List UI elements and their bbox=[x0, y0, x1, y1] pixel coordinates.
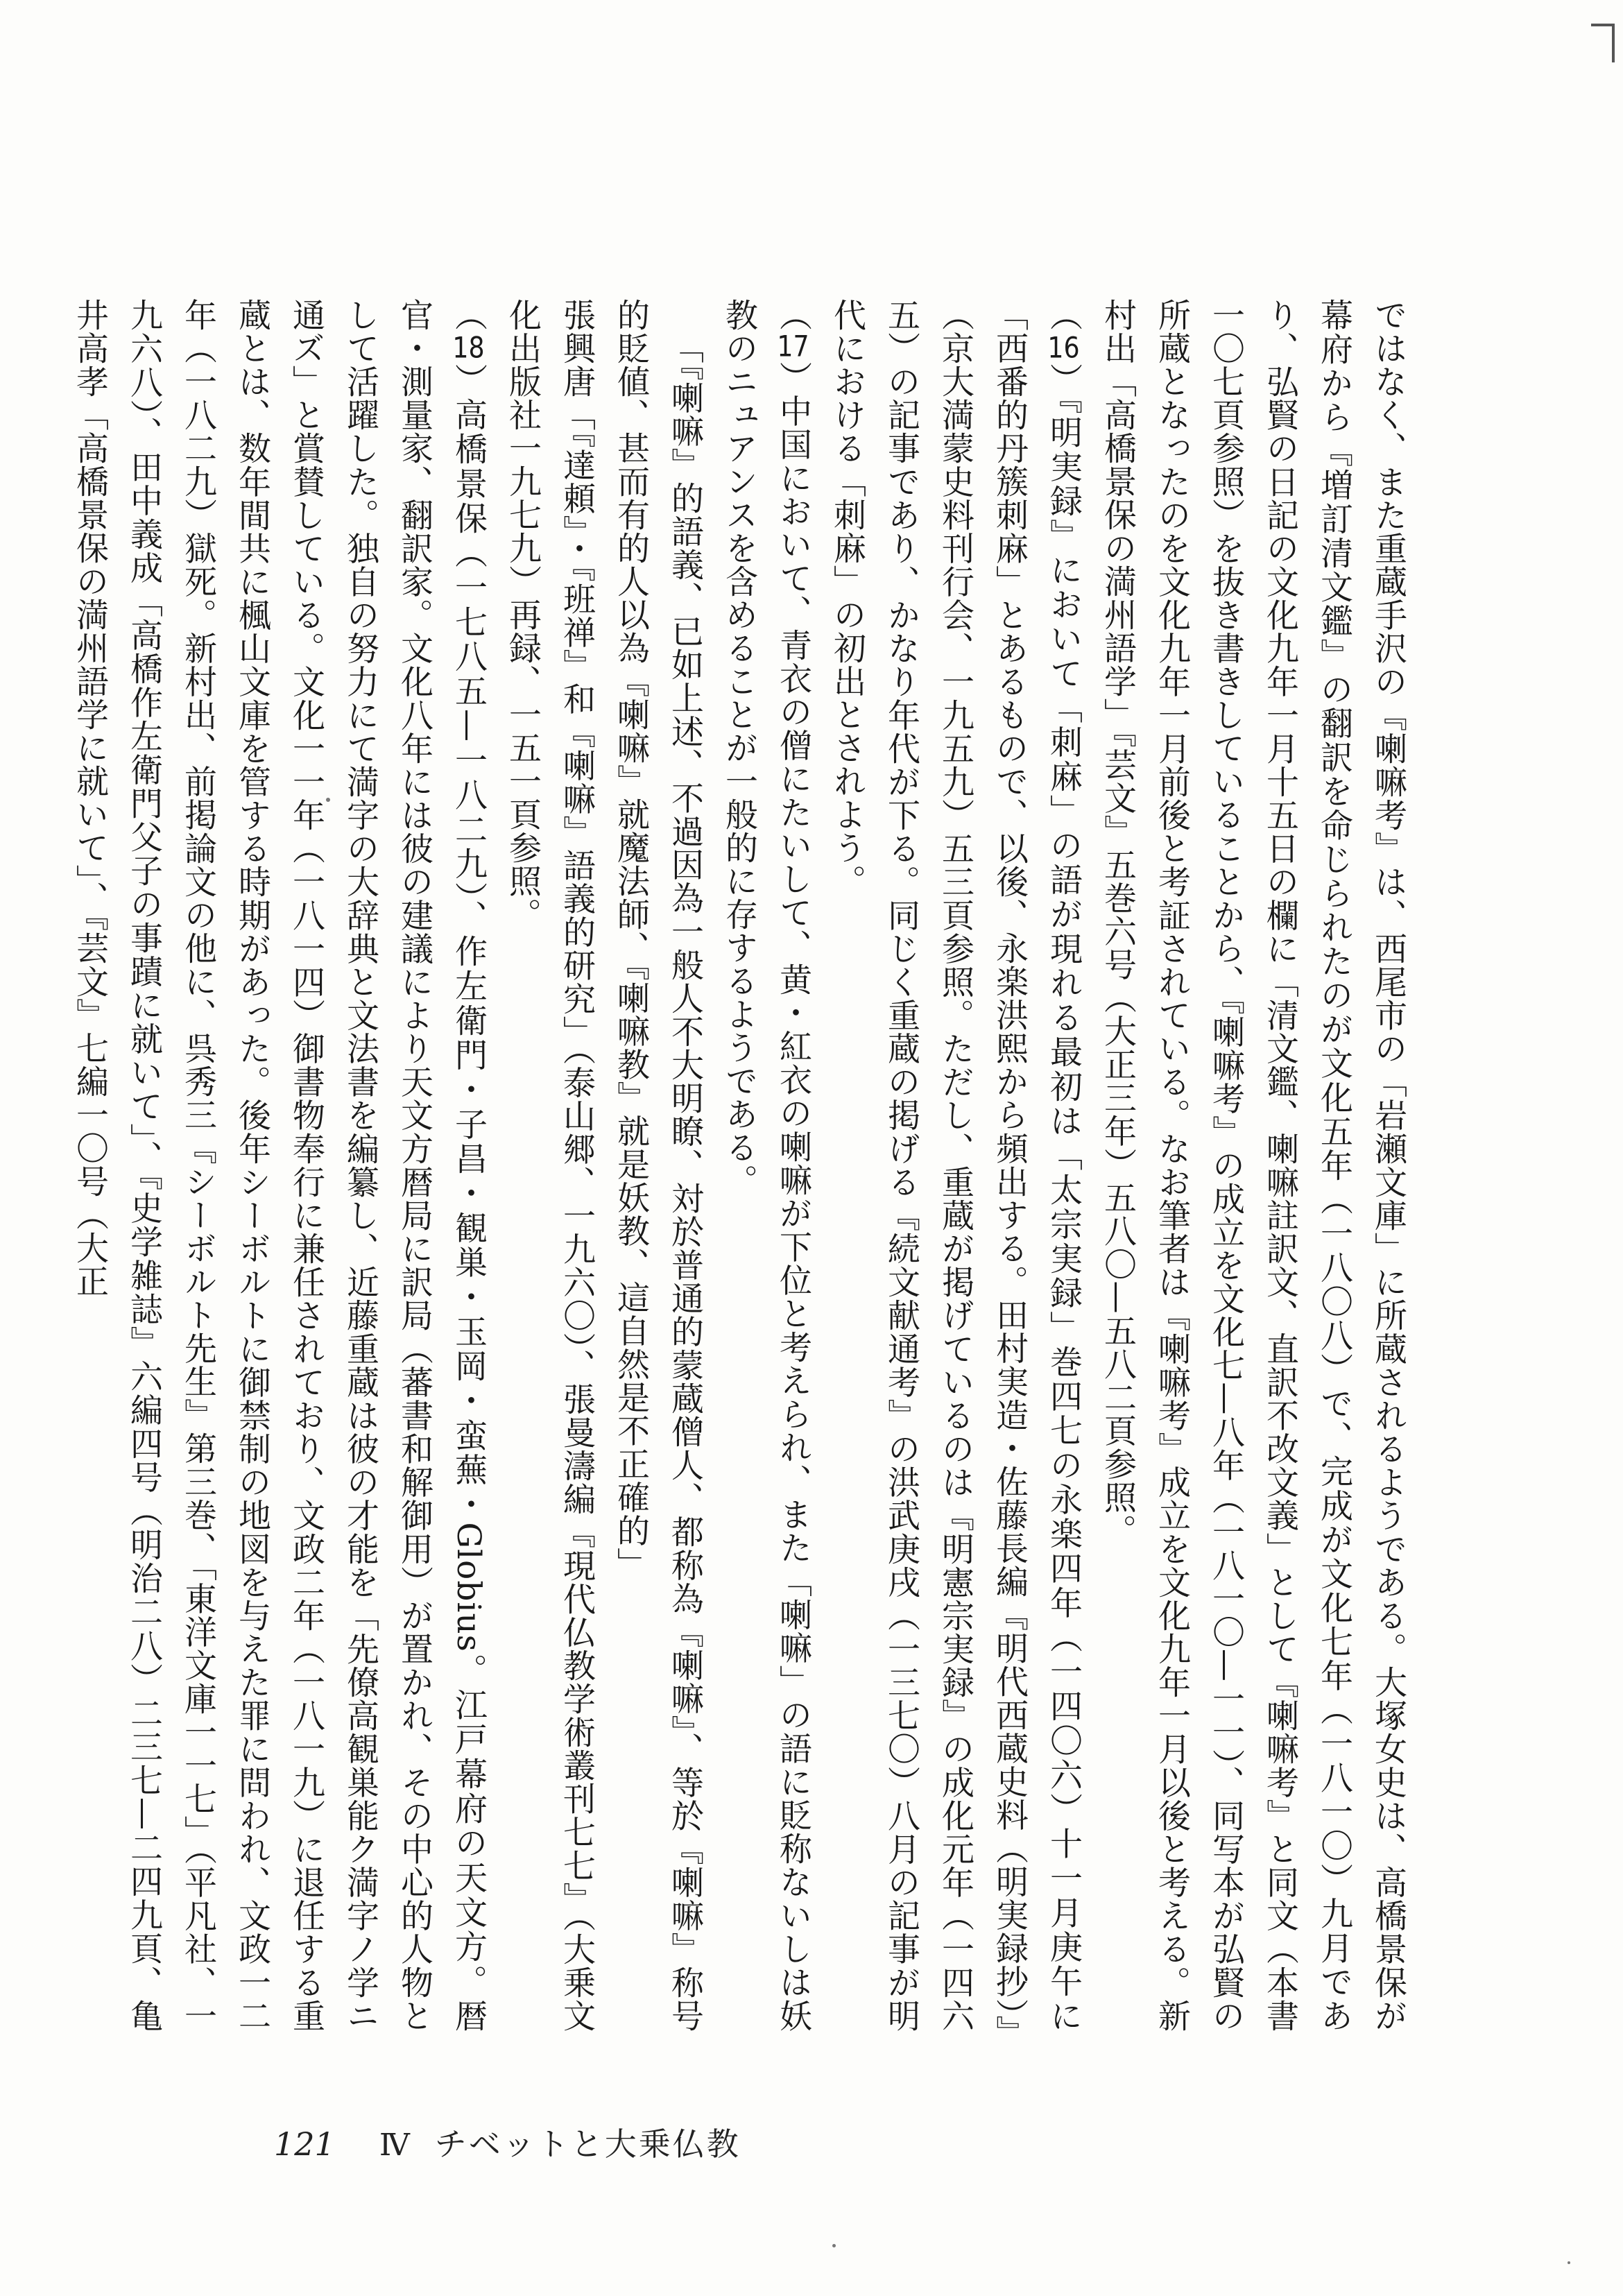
paragraph-continuation bbox=[1090, 298, 1415, 2032]
scan-speck bbox=[326, 798, 330, 802]
section-title: チベットと大乗仏教 bbox=[434, 2125, 741, 2163]
citation-text: 張興唐「『達頼』・『班禅』和『喇嘛』語義的研究」（泰山郷、一九六〇）、張曼濤編『現代仏教学術叢刊七七』（大乗文化出版社一九七九）再録、一五一頁参照。 bbox=[504, 298, 596, 2032]
note-text: 高橋景保（一七八五—一八二九）、作左衛門・子昌・観巣・玉岡・蛮蕪・Globius。江戸幕府の天文方。暦官・測量家、翻訳家。文化八年には彼の建議により天文方暦局に訳局（蕃書和解御用）が置かれ、その中心的人物として活躍した。独自の努力にて満字の大辞典と文法書を編纂し、近藤重蔵は彼の才能を「先僚高観巣能ク満字ノ学ニ通ズ」と賞賛している。文化一一年（一八一四）御書物奉行に兼任されており、文政二年（一八一九）に退任する重蔵とは、数年間共に楓山文庫を管する時期があった。後年シーボルトに御禁制の地図を与えた罪に問われ、文政一二年（一八二九）獄死。新村出、前掲論文の他に、呉秀三『シーボルト先生』第三巻、「東洋文庫一一七」（平凡社、一九六八）、田中義成「高橋作左衛門父子の事蹟に就いて」、『史学雑誌』六編四号（明治二八）二三七—二四九頁、亀井高孝「高橋景保の満州語学に就いて」、『芸文』七編一〇号（大正 bbox=[71, 298, 488, 2033]
scan-corner-mark bbox=[1591, 24, 1615, 62]
quote-text: 「『喇嘛』的語義、已如上述、不過因為一般人不大明瞭、対於普通的蒙蔵僧人、都称為『喇嘛』、等於『喇嘛』称号的貶値、甚而有的人以為『喇嘛』就魔法師、『喇嘛教』就是妖教、這自然是不正確的」 bbox=[612, 298, 704, 2032]
scan-speck bbox=[832, 2244, 836, 2247]
citation-paragraph bbox=[495, 298, 603, 2032]
quoted-passage bbox=[603, 298, 712, 2032]
paragraph-text: ではなく、また重蔵手沢の『喇嘛考』は、西尾市の「岩瀬文庫」に所蔵されるようである。大塚女史は、高橋景保が幕府から『増訂清文鑑』の翻訳を命じられたのが文化五年（一八〇八）で、完成が文化七年（一八一〇）九月であり、弘賢の日記の文化九年一月十五日の欄に「清文鑑、喇嘛註訳文、直訳不改文義」として『喇嘛考』と同文（本書一〇七頁参照）を抜き書きしていることから、『喇嘛考』の成立を文化七—八年（一八一〇—一一）、同写本が弘賢の所蔵となったのを文化九年一月前後と考証されている。なお筆者は『喇嘛考』成立を文化九年一月以後と考える。新村出「高橋景保の満州語学」『芸文』五巻六号（大正三年）五八〇—五八二頁参照。 bbox=[1099, 298, 1407, 2032]
note-text: 中国において、青衣の僧にたいして、黄・紅衣の喇嘛が下位と考えられ、また「喇嘛」の語に貶称ないしは妖教のニュアンスを含めることが一般的に存するようである。 bbox=[720, 298, 812, 2033]
note-text: 『明実録』において「刺麻」の語が現れる最初は「太宗実録」巻四七の永楽四年（一四〇六）十一月庚午に「西番的丹簇刺麻」とあるもので、以後、永楽洪熙から頻出する。田村実造・佐藤長編『明代西蔵史料（明実録抄）』（京大満蒙史料刊行会、一九五九）五三頁参照。ただし、重蔵が掲げているのは『明憲宗実録』の成化元年（一四六五）の記事であり、かなり年代が下る。同じく重蔵の掲げる『続文献通考』の洪武庚戌（一三七〇）八月の記事が明代における「刺麻」の初出とされよう。 bbox=[828, 298, 1083, 2033]
vertical-text-body bbox=[71, 298, 1415, 2033]
note-number: （18） bbox=[449, 298, 488, 398]
page-number: 121 bbox=[274, 2125, 335, 2163]
note-number: （17） bbox=[774, 298, 812, 395]
note-16 bbox=[820, 298, 1090, 2032]
section-numeral: Ⅳ bbox=[379, 2127, 410, 2163]
page-footer bbox=[274, 2119, 898, 2175]
scan-speck bbox=[1568, 2261, 1570, 2264]
note-17 bbox=[712, 298, 820, 2032]
note-18 bbox=[62, 298, 495, 2032]
note-number: （16） bbox=[1045, 298, 1083, 397]
